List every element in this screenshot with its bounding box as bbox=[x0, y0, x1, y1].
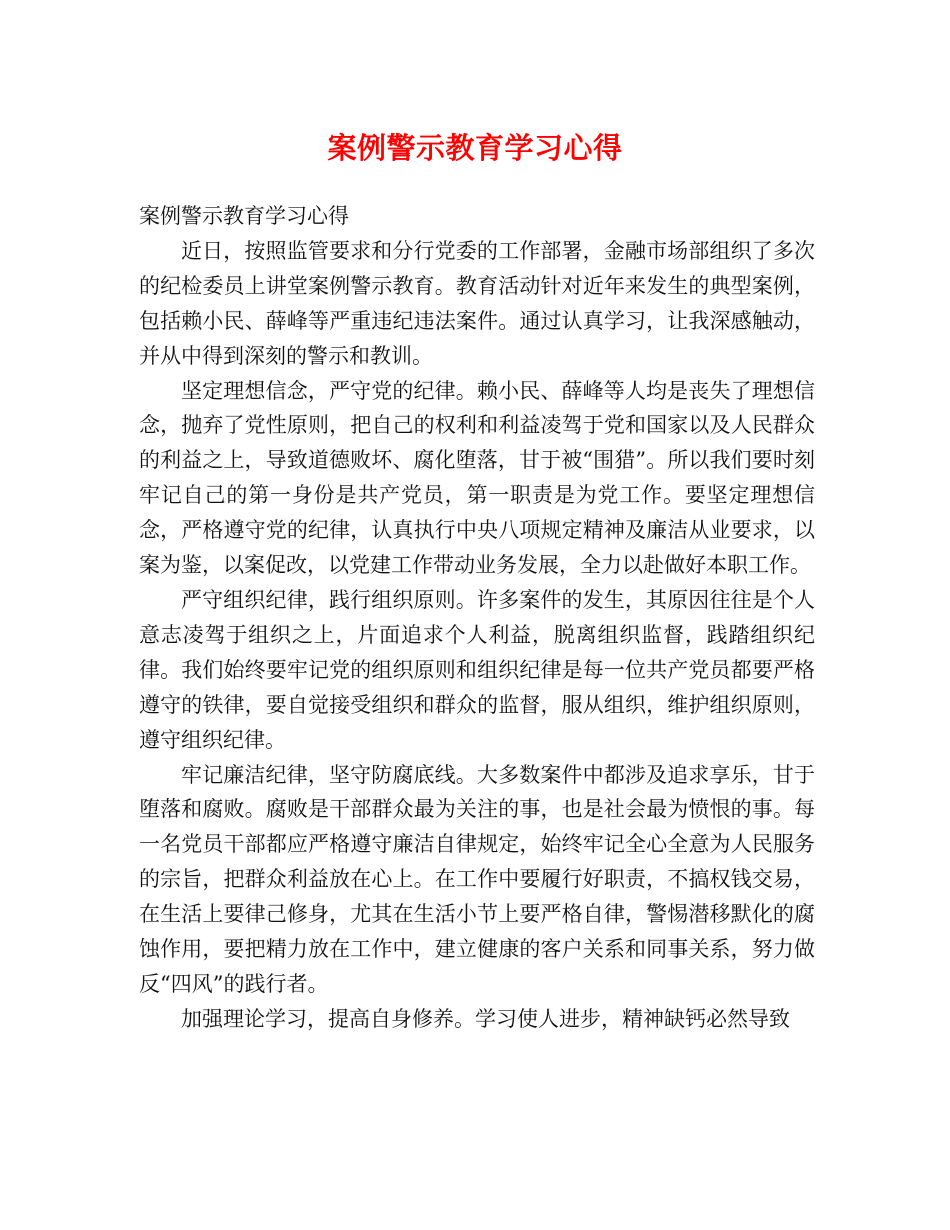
paragraph-ideals: 坚定理想信念，严守党的纪律。赖小民、薛峰等人均是丧失了理想信念，抛弃了党性原则，把自己的权利和利益凌驾于党和国家以及人民群众的利益之上，导致道德败坏、腐化堕落，甘于被“围猎”。所以我们要时刻牢记自己的第一身份是共产党员，第一职责是为党工作。要坚定理想信念，严格遵守党的纪律，认真执行中央八项规定精神及廉洁从业要求，以案为鉴，以案促改，以党建工作带动业务发展，全力以赴做好本职工作。 bbox=[139, 378, 815, 578]
paragraph-integrity: 牢记廉洁纪律，坚守防腐底线。大多数案件中都涉及追求享乐，甘于堕落和腐败。腐败是干部群众最为关注的事，也是社会最为愤恨的事。每一名党员干部都应严格遵守廉洁自律规定，始终牢记全心全意为人民服务的宗旨，把群众利益放在心上。在工作中要履行好职责，不搞权钱交易，在生活上要律己修身，尤其在生活小节上要严格自律，警惕潜移默化的腐蚀作用，要把精力放在工作中，建立健康的客户关系和同事关系，努力做反“四风”的践行者。 bbox=[139, 762, 815, 996]
paragraph-intro: 近日，按照监管要求和分行党委的工作部署，金融市场部组织了多次的纪检委员上讲堂案例警示教育。教育活动针对近年来发生的典型案例，包括赖小民、薛峰等严重违纪违法案件。通过认真学习，让我深感触动，并从中得到深刻的警示和教训。 bbox=[139, 238, 815, 368]
paragraph-study: 加强理论学习，提高自身修养。学习使人进步，精神缺钙必然导致 bbox=[181, 1006, 790, 1031]
document-subtitle: 案例警示教育学习心得 bbox=[139, 204, 349, 228]
document-body bbox=[139, 199, 815, 1037]
paragraph-organization: 严守组织纪律，践行组织原则。许多案件的发生，其原因往往是个人意志凌驾于组织之上，片面追求个人利益，脱离组织监督，践踏组织纪律。我们始终要牢记党的组织原则和组织纪律是每一位共产党员都要严格遵守的铁律，要自觉接受组织和群众的监督，服从组织，维护组织原则，遵守组织纪律。 bbox=[139, 587, 815, 752]
document-title: 案例警示教育学习心得 bbox=[327, 131, 623, 165]
